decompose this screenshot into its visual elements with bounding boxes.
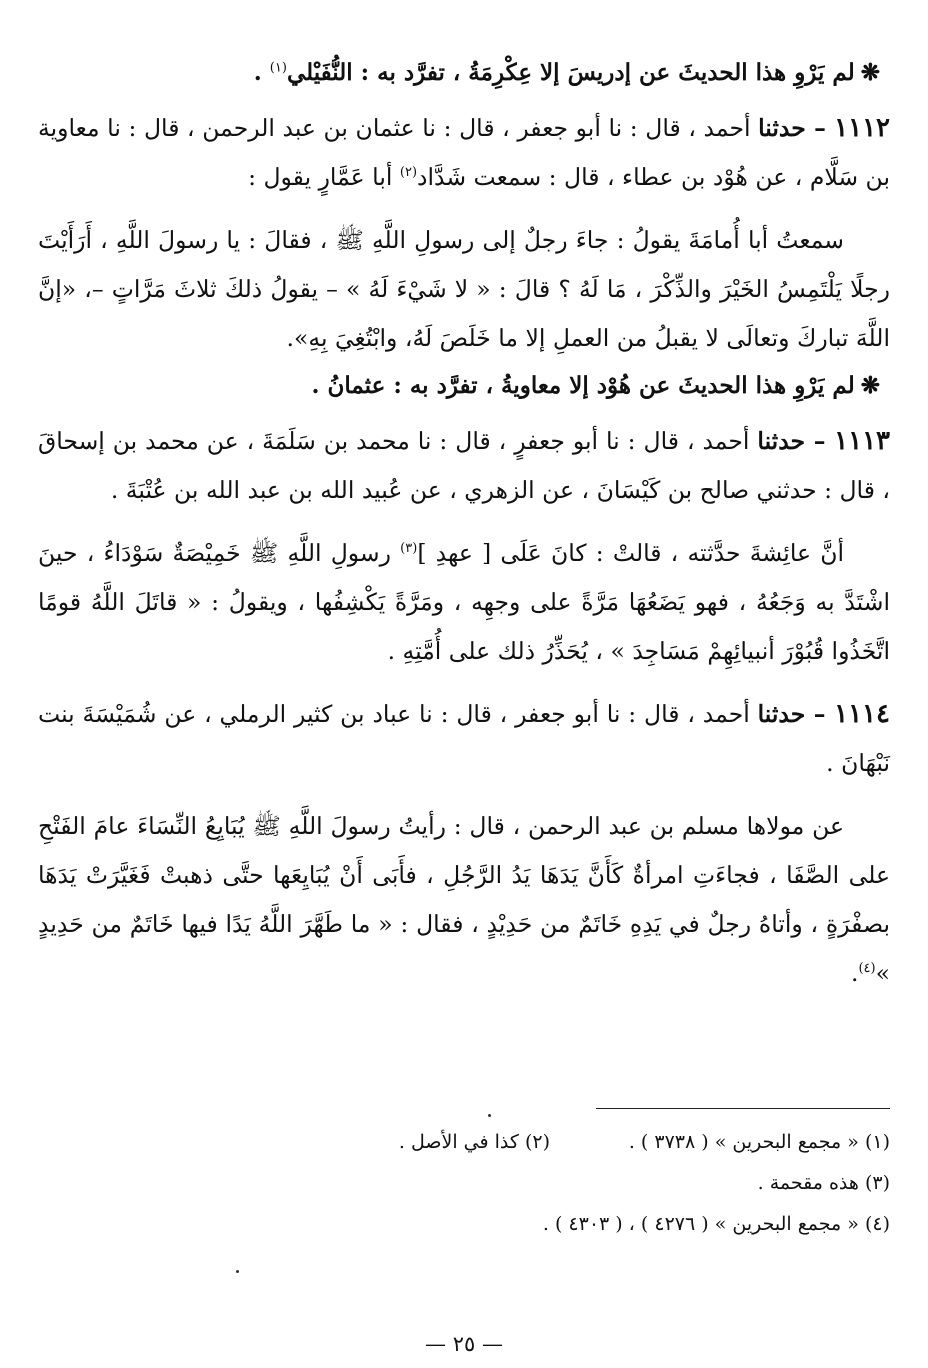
footnotes <box>38 1122 890 1245</box>
hadith-1114-matn <box>38 802 890 998</box>
note-star-icon: ❋ <box>860 59 880 86</box>
hadith-1114-isnad <box>38 690 890 788</box>
hadith-1112-matn: سمعتُ أبا أُمامَةَ يقولُ : جاءَ رجلٌ إلى رسولِ اللَّهِ ﷺ ، فقالَ : يا رسولَ اللَّهِ ، أَرَأَيْتَ رجلًا يَلْتَمِسُ الخَيْرَ والذِّكْرَ ، مَا لَهُ ؟ قالَ : « لا شَيْءَ لَهُ » – يقولُ ذلكَ ثلاثَ مَرَّاتٍ –، «إنَّ اللَّهَ تباركَ وتعالَى لا يقبلُ من العملِ إلا ما خَلَصَ لَهُ، وابْتُغِيَ بِهِ». <box>38 226 890 352</box>
matn-end: . <box>850 959 859 987</box>
footnote-row <box>38 1204 890 1245</box>
footnote-row <box>38 1163 890 1204</box>
hadith-dash: – <box>805 427 835 455</box>
isnad-text: أحمد ، قال : نا أبو جعفر ، قال : نا عثمان بن عبد الرحمن ، قال : نا معاوية بن سَلَّام ، عن هُوْد بن عطاء ، قال : سمعت شَدَّاد <box>38 114 890 191</box>
footnote-3: (٣) هذه مقحمة . <box>757 1172 890 1194</box>
footnote-row <box>38 1122 890 1163</box>
matn-text-cont: رسولِ اللَّهِ ﷺ خَمِيْصَةٌ سَوْدَاءُ ، حينَ اشْتَدَّ به وَجَعُهُ ، فهو يَضَعُهَا مَرَّةً على وجهِه ، ومَرَّةً يَكْشِفُها ، ويقولُ : « قاتَلَ اللَّهُ قومًا اتَّخَذُوا قُبُوْرَ أنبيائِهِمْ مَسَاجِدَ » ، يُحَذِّرُ ذلك على أُمَّتِهِ . <box>38 539 890 665</box>
hadith-number-1114: ١١١٤ <box>834 699 890 729</box>
footnote-ref-2: (٢) <box>399 165 418 181</box>
haddathana-label: حدثنا <box>758 114 806 142</box>
hadith-1113-isnad <box>38 417 890 515</box>
editor-note-1-text: لم يَرْوِ هذا الحديثَ عن إدريسَ إلا عِكْرِمَةُ ، تفرَّد به : النُّفَيْلي <box>286 59 855 86</box>
note-star-icon: ❋ <box>860 372 880 399</box>
footnote-ref-1: (١) <box>269 60 287 76</box>
book-page <box>38 50 890 1356</box>
hadith-dash: – <box>805 700 835 728</box>
hadith-1113-matn <box>38 529 890 676</box>
hadith-number-1113: ١١١٣ <box>834 426 890 456</box>
editor-note-2 <box>38 363 880 409</box>
editor-note-1-end: . <box>253 59 270 86</box>
footnote-2: (٢) كذا في الأصل . <box>398 1131 550 1153</box>
footnote-4: (٤) « مجمع البحرين » ( ٤٢٧٦ ) ، ( ٤٣٠٣ ) . <box>542 1213 890 1235</box>
page-number: — ٢٥ — <box>425 1332 503 1356</box>
isnad-text: أحمد ، قال : نا أبو جعفر ، قال : نا عباد بن كثير الرملي ، عن شُمَيْسَةَ بنت نَبْهَانَ . <box>38 700 890 777</box>
print-speck <box>236 1270 239 1273</box>
matn-text: عن مولاها مسلم بن عبد الرحمن ، قال : رأيتُ رسولَ اللَّهِ ﷺ يُبَايِعُ النِّسَاءَ عامَ الفَتْحِ على الصَّفَا ، فجاءَتِ امرأةٌ كَأَنَّ يَدَهَا يَدُ الرَّجُلِ ، فأَبَى أَنْ يُبَايِعَها حتَّى ذهبتْ فَغَيَّرَتْ يَدَهَا بصفْرَةٍ ، وأتاهُ رجلٌ في يَدِهِ خَاتَمٌ من حَدِيْدٍ ، فقال : « ما طَهَّرَ اللَّهُ يَدًا فيها خَاتَمٌ من حَدِيدٍ » <box>38 812 890 987</box>
footnote-ref-3: (٣) <box>400 541 418 557</box>
hadith-1112-isnad <box>38 104 890 202</box>
footnote-1: (١) « مجمع البحرين » ( ٣٧٣٨ ) . <box>628 1131 890 1153</box>
hadith-number-1112: ١١١٢ <box>834 113 890 143</box>
editor-note-1 <box>38 50 880 96</box>
haddathana-label: حدثنا <box>757 700 806 728</box>
footnote-separator <box>596 1108 890 1109</box>
hadith-dash: – <box>805 114 835 142</box>
isnad-tail: أبا عَمَّارٍ يقول : <box>248 163 400 191</box>
matn-text: أنَّ عائِشةَ حدَّثته ، قالتْ : كانَ عَلَى [ عهدِ ] <box>417 539 844 567</box>
footnote-ref-4: (٤) <box>858 961 876 977</box>
editor-note-2-text: لم يَرْوِ هذا الحديثَ عن هُوْد إلا معاويةُ ، تفرَّد به : عثمانُ . <box>311 372 855 399</box>
isnad-text: أحمد ، قال : نا أبو جعفرٍ ، قال : نا محمد بن سَلَمَةَ ، عن محمد بن إسحاقَ ، قال : حدثني صالح بن كَيْسَانَ ، عن الزهري ، عن عُبيد الله بن عبد الله بن عُتْبَةَ . <box>38 427 890 504</box>
print-speck <box>488 1114 491 1117</box>
haddathana-label: حدثنا <box>757 427 806 455</box>
